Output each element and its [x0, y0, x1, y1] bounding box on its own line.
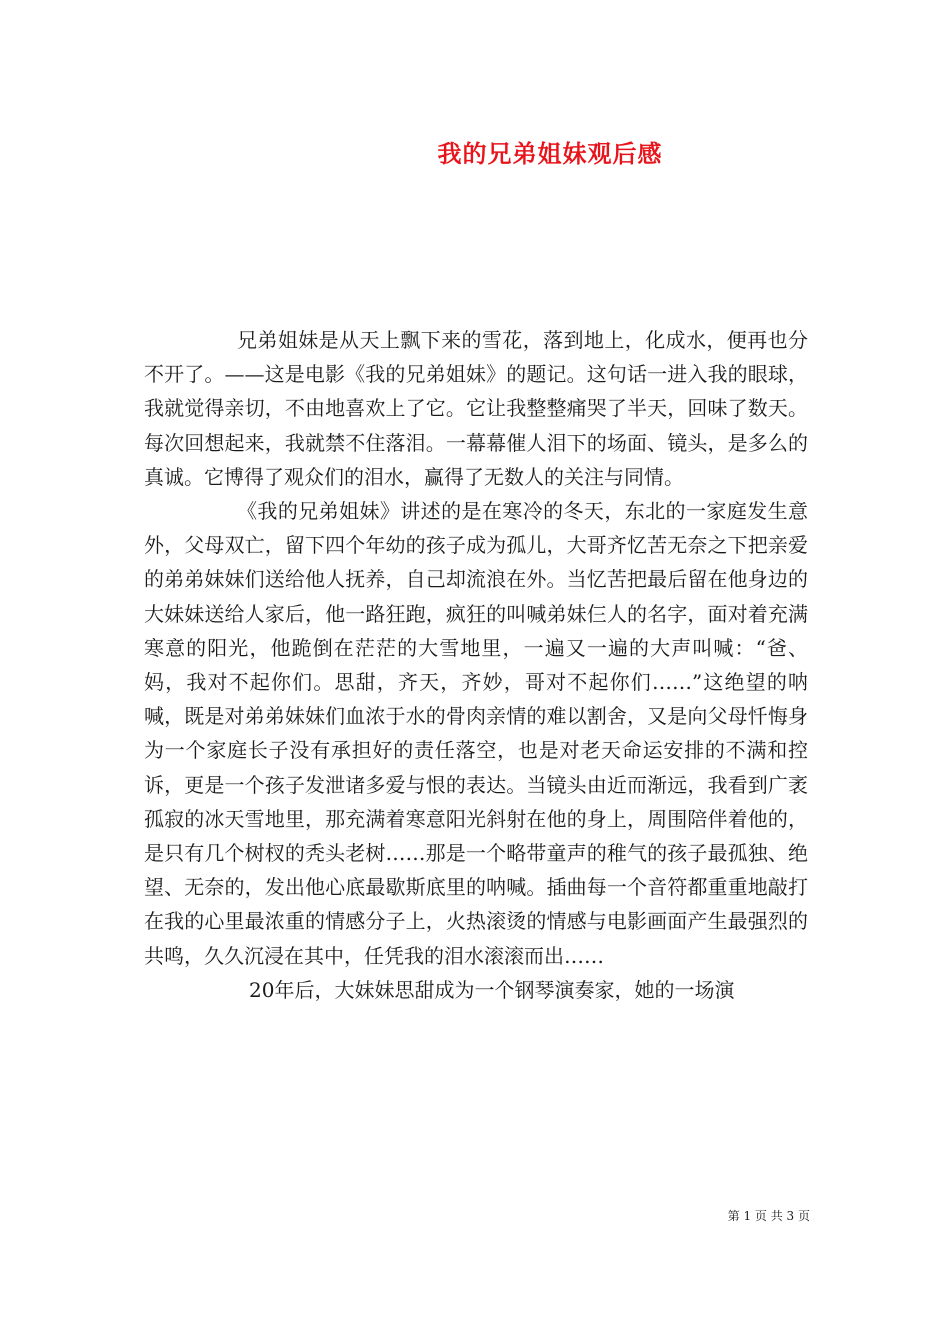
paragraph-2: 《我的兄弟姐妹》讲述的是在寒冷的冬天，东北的一家庭发生意外，父母双亡，留下四个年幼的孩子成为孤儿，大哥齐忆苦无奈之下把亲爱的弟弟妹妹们送给他人抚养，自己却流浪在外。当忆苦把最后留在他身边的大妹妹送给人家后，他一路狂跑，疯狂的叫喊弟妹仨人的名字，面对着充满寒意的阳光，他跪倒在茫茫的大雪地里，一遍又一遍的大声叫喊：“爸、妈，我对不起你们。思甜，齐天，齐妙，哥对不起你们……”这绝望的呐喊，既是对弟弟妹妹们血浓于水的骨肉亲情的难以割舍，又是向父母忏悔身为一个家庭长子没有承担好的责任落空，也是对老天命运安排的不满和控诉，更是一个孩子发泄诸多爱与恨的表达。当镜头由近而渐远，我看到广袤孤寂的冰天雪地里，那充满着寒意阳光斜射在他的身上，周围陪伴着他的，是只有几个树杈的秃头老树……那是一个略带童声的稚气的孩子最孤独、绝望、无奈的，发出他心底最歇斯底里的呐喊。插曲每一个音符都重重地敲打在我的心里最浓重的情感分子上，火热滚烫的情感与电影画面产生最强烈的共鸣，久久沉浸在其中，任凭我的泪水滚滚而出…… — [144, 499, 808, 968]
paragraph-3: 20年后，大妹妹思甜成为一个钢琴演奏家，她的一场演 — [249, 977, 735, 1002]
page-number-footer: 第 1 页 共 3 页 — [727, 1209, 810, 1223]
document-body — [144, 323, 808, 1007]
document-title: 我的兄弟姐妹观后感 — [437, 139, 663, 168]
paragraph-1: 兄弟姐妹是从天上飘下来的雪花，落到地上，化成水，便再也分不开了。——这是电影《我的兄弟姐妹》的题记。这句话一进入我的眼球，我就觉得亲切，不由地喜欢上了它。它让我整整痛哭了半天，回味了数天。每次回想起来，我就禁不住落泪。一幕幕催人泪下的场面、镜头，是多么的真诚。它博得了观众们的泪水，赢得了无数人的关注与同情。 — [144, 328, 808, 489]
